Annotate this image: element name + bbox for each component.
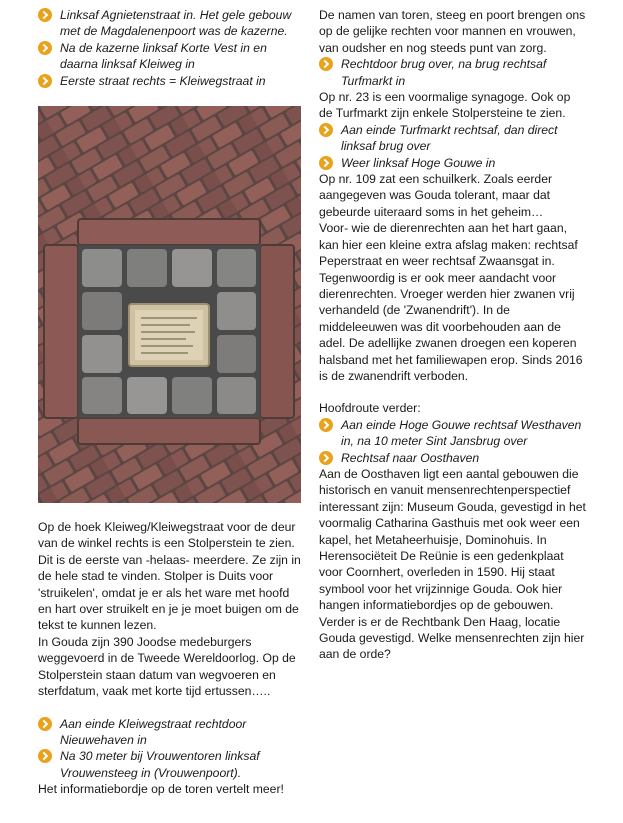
right-column bbox=[319, 7, 587, 663]
chevron-bullet-icon bbox=[319, 57, 333, 71]
direction-text: Weer linksaf Hoge Gouwe in bbox=[341, 155, 496, 170]
direction-text: Aan einde Kleiwegstraat rechtdoor Nieuwehaven in bbox=[60, 716, 247, 747]
direction-item bbox=[319, 122, 587, 155]
stolperstein-photo bbox=[38, 106, 301, 503]
paragraph: Het informatiebordje op de toren vertelt meer! bbox=[38, 782, 284, 797]
chevron-bullet-icon bbox=[319, 156, 333, 170]
direction-item bbox=[319, 450, 587, 466]
direction-text: Linksaf Agnietenstraat in. Het gele gebouw met de Magdalenenpoort was de kazerne. bbox=[60, 8, 292, 39]
paragraph: De namen van toren, steeg en poort brengen ons op de gelijke rechten voor mannen en vrouwen, van oudsher en nog steeds punt van zorg. bbox=[319, 8, 586, 55]
direction-item bbox=[38, 40, 303, 73]
left-column bbox=[38, 7, 303, 798]
paragraph: Aan de Oosthaven ligt een aantal gebouwen die historisch en vanuit mensenrechtenperspectief interessant zijn: Museum Gouda, gevestigd in het voormalig Catharina Gasthuis met ook weer een kapel, het Metaheerhuisje, Dominohuis. In Herensociëteit De Reünie is een gedenkplaat voor Coornhert, overleden in 1590. Hij staat symbool voor het vrijzinnige Gouda. Ook hier hangen informatiebordjes op de gebouwen. Verder is er de Rechtbank Den Haag, locatie Gouda gevestigd. Welke mensenrechten zijn hier aan de orde? bbox=[319, 466, 586, 662]
chevron-bullet-icon bbox=[38, 74, 52, 88]
direction-item bbox=[38, 716, 303, 749]
section-heading: Hoofdroute verder: bbox=[319, 401, 421, 416]
direction-item bbox=[38, 73, 303, 89]
paragraph: Voor- wie de dierenrechten aan het hart gaan, kan hier een kleine extra afslag maken: rechtsaf Peperstraat en weer rechtsaf Zwaansgat in. Tegenwoordig is er ook meer aandacht voor dierenrechten. Vroeger werden hier zwanen vrij verhandeld (de 'Zwanendrift'). In de middeleeuwen was dit voorbehouden aan de adel. De adellijke zwanen droegen een koperen halsband met het familiewapen erop. Sinds 2016 is de zwanendrift verboden. bbox=[319, 221, 583, 383]
direction-text: Na 30 meter bij Vrouwentoren linksaf Vrouwensteeg in (Vrouwenpoort). bbox=[60, 749, 260, 780]
direction-item bbox=[319, 56, 587, 89]
direction-item bbox=[319, 155, 587, 171]
chevron-bullet-icon bbox=[319, 451, 333, 465]
direction-item bbox=[319, 417, 587, 450]
direction-text: Aan einde Turfmarkt rechtsaf, dan direct linksaf brug over bbox=[341, 122, 558, 154]
paragraph: Op nr. 109 zat een schuilkerk. Zoals eerder aangegeven was Gouda tolerant, maar dat gebeurde uiteraard soms in het geheim… bbox=[319, 172, 553, 219]
paragraph: In Gouda zijn 390 Joodse medeburgers weggevoerd in de Tweede Wereldoorlog. Op de Stolperstein staan datum van wegvoeren en sterfdatum, vaak met korte tijd ertussen….. bbox=[38, 634, 296, 699]
direction-item bbox=[38, 7, 303, 40]
direction-text: Na de kazerne linksaf Korte Vest in en daarna linksaf Kleiweg in bbox=[60, 40, 267, 72]
chevron-bullet-icon bbox=[38, 41, 52, 55]
chevron-bullet-icon bbox=[38, 717, 52, 731]
direction-text: Eerste straat rechts = Kleiwegstraat in bbox=[60, 73, 266, 88]
chevron-bullet-icon bbox=[319, 418, 333, 432]
chevron-bullet-icon bbox=[38, 8, 52, 22]
direction-item bbox=[38, 748, 303, 781]
paragraph: Op de hoek Kleiweg/Kleiwegstraat voor de deur van de winkel rechts is een Stolperstein te zien. Dit is de eerste van -helaas- meerdere. Ze zijn in de hele stad te vinden. Stolper is Duits voor 'struikelen', omdat je er als het ware met hoofd en hart over struikelt en je je moet buigen om de tekst te kunnen lezen. bbox=[38, 520, 301, 633]
direction-text: Aan einde Hoge Gouwe rechtsaf Westhaven in, na 10 meter Sint Jansbrug over bbox=[341, 417, 582, 449]
chevron-bullet-icon bbox=[319, 123, 333, 137]
chevron-bullet-icon bbox=[38, 749, 52, 763]
direction-text: Rechtsaf naar Oosthaven bbox=[341, 450, 480, 465]
paragraph: Op nr. 23 is een voormalige synagoge. Ook op de Turfmarkt zijn enkele Stolpersteine te zien. bbox=[319, 90, 571, 121]
direction-text: Rechtdoor brug over, na brug rechtsaf Turfmarkt in bbox=[341, 57, 547, 88]
